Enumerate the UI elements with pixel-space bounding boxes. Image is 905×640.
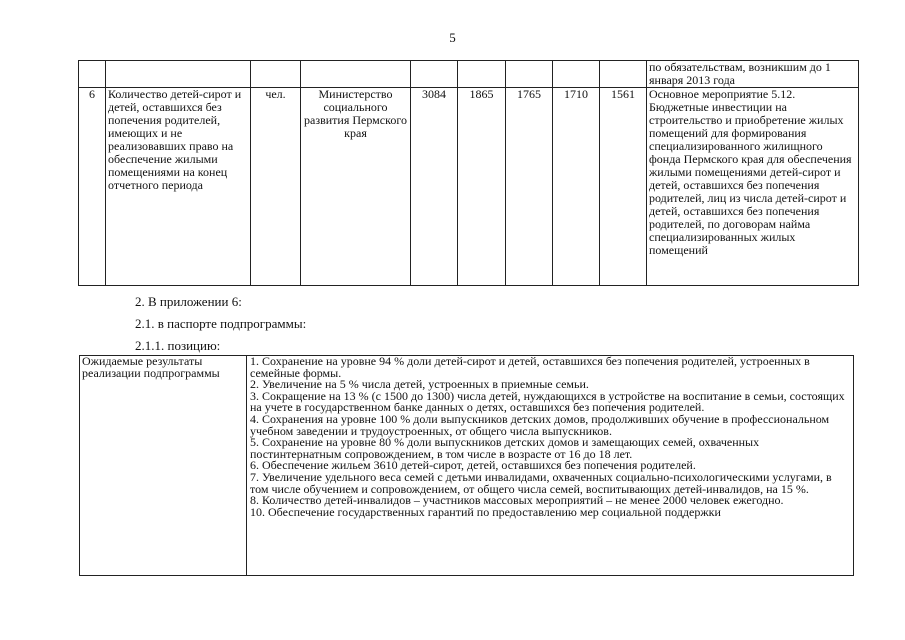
result-item: 3. Сокращение на 13 % (с 1500 до 1300) числа детей, нуждающихся в устройстве на воспитание в семьи, состоящих на учете в государственном банке данных о детях, оставшихся без попечения родителей. — [250, 388, 845, 415]
measure-cell: Основное мероприятие 5.12. Бюджетные инвестиции на строительство и приобретение жилых помещений для формирования специализированного жилищного фонда Пермского края для обеспечения жилыми помещениями детей-сирот и детей, оставшихся без попечения родителей, лиц из числа детей-сирот и детей, оставшихся без попечения родителей, по договорам найма специализированных жилых помещений — [647, 88, 859, 286]
indicator-cell: Количество детей-сирот и детей, оставшихся без попечения родителей, имеющих и не реализовавших право на обеспечение жилыми помещениями на конец отчетного периода — [106, 88, 251, 286]
indicators-table — [78, 60, 859, 286]
results-label-cell: Ожидаемые результаты реализации подпрограммы — [80, 356, 247, 576]
value-cell-3: 1765 — [506, 88, 553, 286]
paragraph-passport: 2.1. в паспорте подпрограммы: — [135, 316, 307, 331]
result-item: 6. Обеспечение жильем 3610 детей-сирот, детей, оставшихся без попечения родителей. — [250, 458, 696, 473]
value-cell-2: 1865 — [458, 88, 506, 286]
paragraph-appendix-6: 2. В приложении 6: — [135, 294, 242, 309]
ministry-cell: Министерство социального развития Пермского края — [301, 88, 411, 286]
result-item: 2. Увеличение на 5 % числа детей, устроенных в приемные семьи. — [250, 377, 589, 392]
table-row-continued — [79, 61, 859, 88]
results-list-cell — [247, 356, 854, 576]
result-item: 10. Обеспечение государственных гарантий по предоставлению мер социальной поддержки — [250, 504, 721, 519]
unit-cell: чел. — [251, 88, 301, 286]
value-cell-4: 1710 — [553, 88, 600, 286]
paragraph-position: 2.1.1. позицию: — [135, 338, 221, 353]
result-item: 7. Увеличение удельного веса семей с детьми инвалидами, охваченных социально-психологическими услугами, в том числе обучением и сопровождением, от общего числа семей, воспитывающих детей-инвалидов, на 15 %. — [250, 469, 832, 496]
continued-measure-cell: по обязательствам, возникшим до 1 января 2013 года — [647, 61, 859, 88]
value-cell-5: 1561 — [600, 88, 647, 286]
expected-results-table — [79, 355, 854, 576]
result-item: 1. Сохранение на уровне 94 % доли детей-сирот и детей, оставшихся без попечения родителей, устроенных в семейные формы. — [250, 354, 810, 380]
result-item: 5. Сохранение на уровне 80 % доли выпускников детских домов и замещающих семей, охваченных постинтернатным сопровождением, в том числе в возрасте от 16 до 18 лет. — [250, 435, 760, 461]
row-number: 6 — [79, 88, 106, 286]
value-cell-1: 3084 — [411, 88, 458, 286]
page-number: 5 — [449, 30, 456, 45]
result-item: 4. Сохранения на уровне 100 % доли выпускников детских домов, продолживших обучение в профессиональном учебном заведении и трудоустроенных, от общего числа выпускников. — [250, 411, 830, 438]
table-row — [80, 356, 854, 576]
table-row — [79, 88, 859, 286]
result-item: 8. Количество детей-инвалидов – участников массовых мероприятий – не менее 2000 человек ежегодно. — [250, 493, 784, 508]
